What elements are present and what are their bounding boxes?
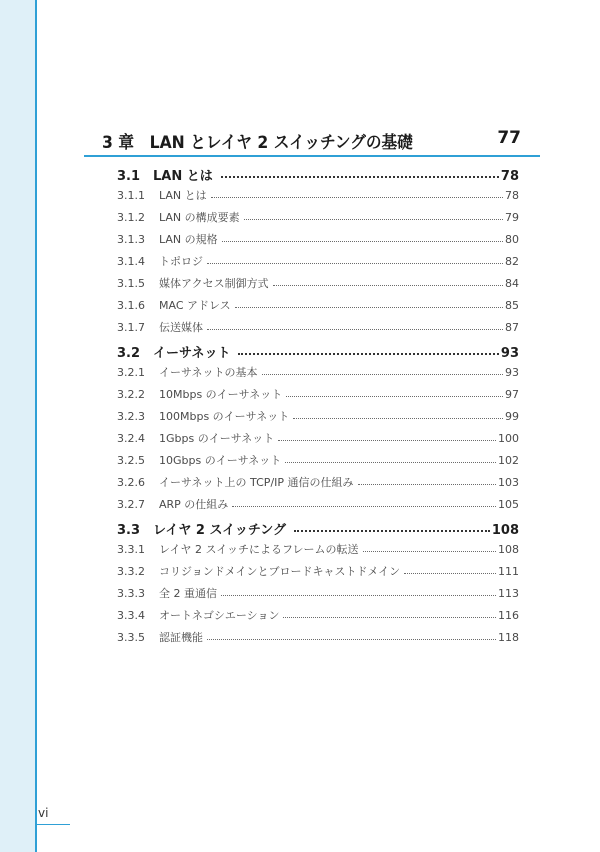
subsection-page: 100: [498, 432, 519, 445]
subsection-page: 87: [505, 321, 519, 334]
dot-leader: [358, 483, 496, 485]
dot-leader: [294, 529, 490, 532]
dot-leader: [293, 417, 503, 419]
subsection-number: 3.3.5: [117, 631, 145, 644]
toc-subsection-row[interactable]: [117, 187, 519, 203]
subsection-number: 3.1.4: [117, 255, 145, 268]
subsection-number: 3.1.6: [117, 299, 145, 312]
subsection-number: 3.3.3: [117, 587, 145, 600]
section-page: 93: [500, 346, 519, 361]
dot-leader: [221, 594, 496, 596]
subsection-number: 3.3.4: [117, 609, 145, 622]
toc-subsection-row[interactable]: [117, 209, 519, 225]
toc-subsection-row[interactable]: [117, 607, 519, 623]
subsection-page: 80: [505, 233, 519, 246]
dot-leader: [235, 306, 503, 308]
subsection-title: 伝送媒体: [159, 321, 203, 334]
subsection-number: 3.2.7: [117, 498, 145, 511]
subsection-page: 105: [498, 498, 519, 511]
subsection-page: 82: [505, 255, 519, 268]
toc-subsection-row[interactable]: [117, 275, 519, 291]
subsection-title: トポロジ: [159, 255, 203, 268]
subsection-page: 111: [498, 565, 519, 578]
chapter-title: 3 章 LAN とレイヤ 2 スイッチングの基礎: [102, 133, 413, 153]
section-title: イーサネット: [153, 346, 231, 361]
dot-leader: [285, 461, 496, 463]
chapter-divider: [84, 155, 540, 157]
subsection-number: 3.2.4: [117, 432, 145, 445]
dot-leader: [262, 373, 503, 375]
subsection-title: 認証機能: [159, 631, 203, 644]
toc-section-row[interactable]: [117, 165, 519, 183]
subsection-page: 84: [505, 277, 519, 290]
subsection-page: 97: [505, 388, 519, 401]
subsection-page: 85: [505, 299, 519, 312]
subsection-number: 3.1.5: [117, 277, 145, 290]
subsection-page: 78: [505, 189, 519, 202]
subsection-title: LAN とは: [159, 189, 207, 202]
toc-subsection-row[interactable]: [117, 430, 519, 446]
subsection-title: イーサネットの基本: [159, 366, 258, 379]
subsection-title: 10Gbps のイーサネット: [159, 454, 282, 467]
dot-leader: [273, 284, 503, 286]
toc-subsection-row[interactable]: [117, 364, 519, 380]
toc-subsection-row[interactable]: [117, 496, 519, 512]
toc-subsection-row[interactable]: [117, 452, 519, 468]
toc-subsection-row[interactable]: [117, 231, 519, 247]
subsection-number: 3.3.1: [117, 543, 145, 556]
section-page: 108: [491, 523, 519, 538]
subsection-title: 媒体アクセス制御方式: [159, 277, 269, 290]
page-number-rule: [37, 824, 70, 825]
section-title: LAN とは: [153, 169, 213, 184]
dot-leader: [238, 352, 498, 355]
dot-leader: [278, 439, 496, 441]
subsection-title: ARP の仕組み: [159, 498, 229, 511]
subsection-number: 3.2.5: [117, 454, 145, 467]
dot-leader: [363, 550, 496, 552]
dot-leader: [207, 262, 503, 264]
subsection-title: LAN の規格: [159, 233, 218, 246]
subsection-number: 3.1.1: [117, 189, 145, 202]
dot-leader: [211, 196, 503, 198]
subsection-number: 3.2.1: [117, 366, 145, 379]
subsection-title: 1Gbps のイーサネット: [159, 432, 275, 445]
toc-section-row[interactable]: [117, 342, 519, 360]
section-number: 3.1: [117, 169, 141, 184]
subsection-title: 100Mbps のイーサネット: [159, 410, 290, 423]
dot-leader: [207, 638, 496, 640]
toc-subsection-row[interactable]: [117, 408, 519, 424]
dot-leader: [222, 240, 503, 242]
subsection-page: 79: [505, 211, 519, 224]
toc-subsection-row[interactable]: [117, 541, 519, 557]
subsection-page: 99: [505, 410, 519, 423]
subsection-title: オートネゴシエーション: [159, 609, 280, 622]
toc-subsection-row[interactable]: [117, 386, 519, 402]
subsection-title: LAN の構成要素: [159, 211, 240, 224]
chapter-page-number: 77: [497, 128, 521, 148]
subsection-title: 10Mbps のイーサネット: [159, 388, 283, 401]
dot-leader: [244, 218, 503, 220]
subsection-page: 108: [498, 543, 519, 556]
subsection-page: 113: [498, 587, 519, 600]
subsection-title: MAC アドレス: [159, 299, 231, 312]
subsection-page: 103: [498, 476, 519, 489]
toc-subsection-row[interactable]: [117, 253, 519, 269]
subsection-page: 102: [498, 454, 519, 467]
subsection-number: 3.1.2: [117, 211, 145, 224]
dot-leader: [286, 395, 503, 397]
subsection-page: 93: [505, 366, 519, 379]
chapter-heading: [102, 128, 521, 152]
subsection-page: 116: [498, 609, 519, 622]
subsection-page: 118: [498, 631, 519, 644]
toc-subsection-row[interactable]: [117, 563, 519, 579]
subsection-number: 3.2.3: [117, 410, 145, 423]
section-title: レイヤ 2 スイッチング: [153, 523, 287, 538]
dot-leader: [404, 572, 496, 574]
page-number: vi: [38, 806, 49, 820]
subsection-title: レイヤ 2 スイッチによるフレームの転送: [159, 543, 359, 556]
toc-subsection-row[interactable]: [117, 297, 519, 313]
subsection-title: 全 2 重通信: [159, 587, 217, 600]
subsection-number: 3.2.2: [117, 388, 145, 401]
subsection-title: イーサネット上の TCP/IP 通信の仕組み: [159, 476, 354, 489]
toc-subsection-row[interactable]: [117, 585, 519, 601]
subsection-number: 3.3.2: [117, 565, 145, 578]
dot-leader: [232, 505, 496, 507]
section-number: 3.2: [117, 346, 141, 361]
subsection-number: 3.1.3: [117, 233, 145, 246]
side-margin-band: [0, 0, 37, 852]
toc-section-row[interactable]: [117, 519, 519, 537]
subsection-title: コリジョンドメインとブロードキャストドメイン: [159, 565, 401, 578]
subsection-number: 3.2.6: [117, 476, 145, 489]
subsection-number: 3.1.7: [117, 321, 145, 334]
toc-subsection-row[interactable]: [117, 319, 519, 335]
dot-leader: [283, 616, 496, 618]
section-page: 78: [500, 169, 519, 184]
toc-subsection-row[interactable]: [117, 474, 519, 490]
dot-leader: [207, 328, 503, 330]
dot-leader: [221, 175, 499, 178]
toc-subsection-row[interactable]: [117, 629, 519, 645]
section-number: 3.3: [117, 523, 141, 538]
